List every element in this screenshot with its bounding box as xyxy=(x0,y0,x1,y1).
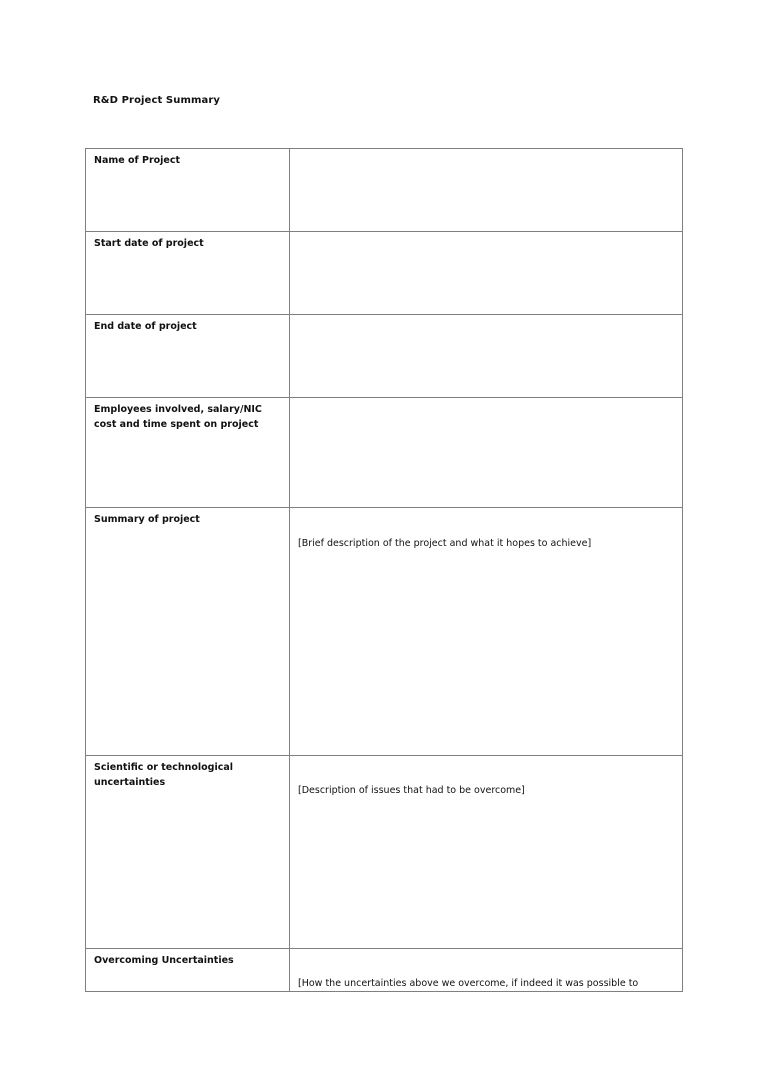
row-label-start-date: Start date of project xyxy=(86,232,290,315)
row-value-start-date[interactable] xyxy=(290,232,683,315)
row-label-uncertainties-line2: uncertainties xyxy=(94,777,166,788)
row-value-summary[interactable] xyxy=(290,508,683,756)
row-label-uncertainties-line1: Scientific or technological xyxy=(94,762,234,773)
table-row xyxy=(86,398,683,508)
project-summary-table xyxy=(85,148,683,992)
overcoming-hint-text: [How the uncertainties above we overcome, if indeed it was possible to xyxy=(298,978,639,989)
row-value-name-of-project[interactable] xyxy=(290,149,683,232)
row-label-uncertainties xyxy=(86,756,290,949)
page-title: R&D Project Summary xyxy=(93,95,220,106)
row-value-end-date[interactable] xyxy=(290,315,683,398)
uncertainties-hint-text: [Description of issues that had to be overcome] xyxy=(298,785,525,796)
table-row xyxy=(86,232,683,315)
table-row xyxy=(86,315,683,398)
row-label-name-of-project: Name of Project xyxy=(86,149,290,232)
row-label-employees xyxy=(86,398,290,508)
row-label-summary: Summary of project xyxy=(86,508,290,756)
row-value-overcoming[interactable] xyxy=(290,949,683,992)
row-label-end-date: End date of project xyxy=(86,315,290,398)
table-row xyxy=(86,756,683,949)
row-value-uncertainties[interactable] xyxy=(290,756,683,949)
row-value-employees[interactable] xyxy=(290,398,683,508)
row-label-overcoming: Overcoming Uncertainties xyxy=(86,949,290,992)
row-label-employees-line1: Employees involved, salary/NIC xyxy=(94,404,262,415)
row-label-employees-line2: cost and time spent on project xyxy=(94,419,259,430)
table-row xyxy=(86,508,683,756)
table-row xyxy=(86,149,683,232)
summary-hint-text: [Brief description of the project and what it hopes to achieve] xyxy=(298,538,592,549)
table-row xyxy=(86,949,683,992)
